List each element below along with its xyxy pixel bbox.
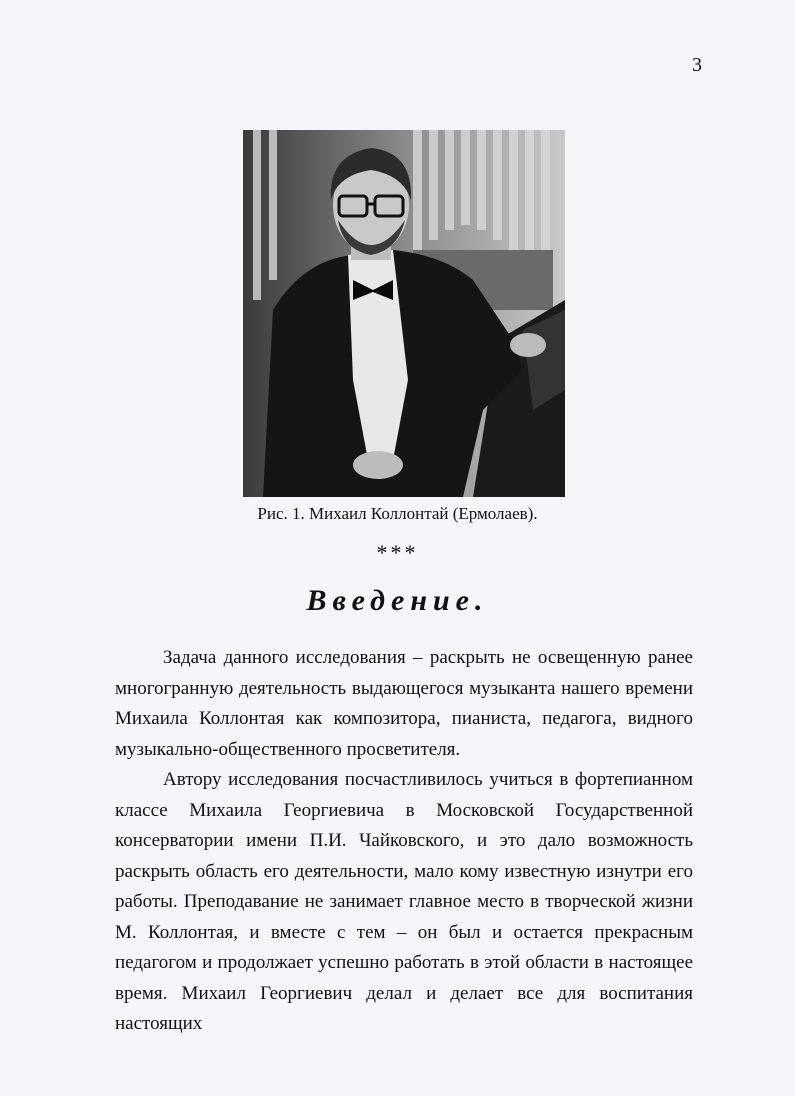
- figure-caption: Рис. 1. Михаил Коллонтай (Ермолаев).: [257, 504, 538, 523]
- paragraph: Автору исследования посчастливилось учиться в фортепианном классе Михаила Георгиевича в Московской Государственной консерватории имени П.И. Чайковского, и это дало возможность раскрыть область его деятельности, мало кому известную изнутри его работы. Преподавание не занимает главное место в творческой жизни М. Коллонтая, и вместе с тем – он был и остается прекрасным педагогом и продолжает успешно работать в этой области в настоящее время. Михаил Георгиевич делал и делает все для воспитания настоящих: [115, 769, 693, 1034]
- paragraph: Задача данного исследования – раскрыть не освещенную ранее многогранную деятельность выдающегося музыканта нашего времени Михаила Коллонтая как композитора, пианиста, педагога, видного музыкально-общественного просветителя.: [115, 647, 693, 760]
- section-heading: Введение.: [306, 584, 489, 617]
- page-number: 3: [692, 54, 702, 76]
- section-separator: ***: [376, 540, 419, 565]
- body-text: [115, 643, 693, 1040]
- portrait-photo: [243, 130, 565, 497]
